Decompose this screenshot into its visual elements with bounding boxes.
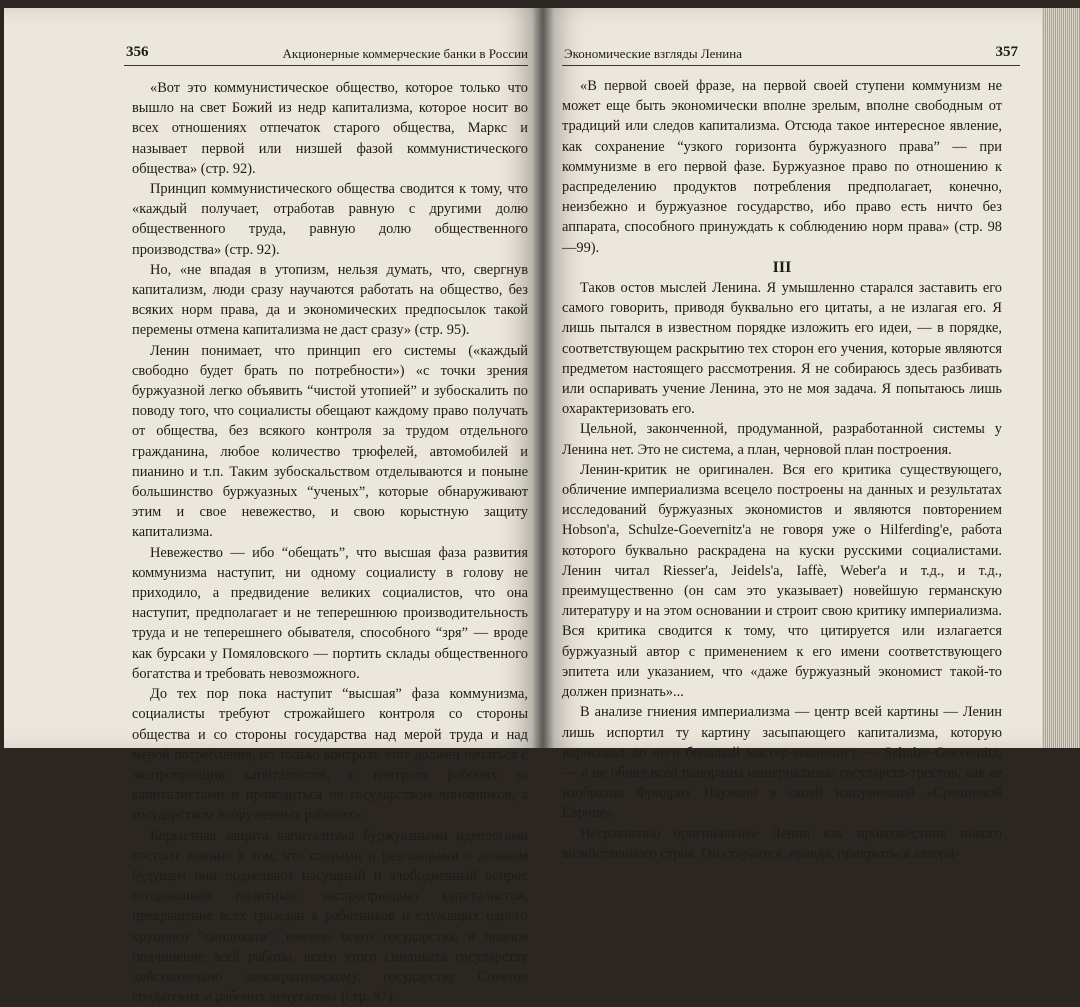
book-gutter (532, 8, 554, 748)
page-number: 357 (995, 44, 1018, 60)
section-heading: III (772, 258, 792, 276)
right-page (542, 8, 1042, 862)
quote-paragraph: «В первой своей фразе, на первой своей ступени коммунизм не может еще быть экономически вполне зрелым, вполне свободным от традиций или следов капитализма. Отсюда такое интересное явление, как сохранение “узкого горизонта буржуазного права” — при коммунизме в его первой фазе. Буржуазное право по отношению к распределению продуктов потребления предполагает, конечно, неизбежно и буржуазное государство, ибо право есть ничто без аппарата, способного принуждать к соблюдению норм права» (стр. 98—99). (562, 78, 1002, 256)
header-rule (124, 65, 528, 66)
paragraph: «Вот это коммунистическое общество, которое только что вышло на свет Божий из недр капитализма, которое носит во всех отношениях отпечаток старого общества, Маркс и называет первой или низшей фазой коммунистического общества» (стр. 92). (132, 80, 528, 177)
body-text (132, 78, 528, 1007)
paragraph: Несравненно оригинальнее Ленин как провозвестник нового хозяйственного строя. Он старается, правда, прикрыться автори- (562, 825, 1002, 862)
paragraph: Корыстная защита капитализма буржуазными идеологами состоит именно в том, что спорами и разговорами о далеком будущем они подменяют насущный и злободневный вопрос сегодняшней политики: экспроприацию капиталистов, превращение всех граждан в работников и служащих одного крупного “синдиката”, именно всего государства, и полное подчинение всей работы, всего этого синдиката государству действительно демократическому, государству Советов солдатских и рабочих депутатов» (стр. 97). (132, 827, 528, 1006)
body-text (562, 76, 1002, 864)
paragraph: Таков остов мыслей Ленина. Я умышленно старался заставить его самого говорить, приводя буквально его цитаты, а не излагая его. Я лишь пытался в известном порядке изложить его идеи, — в порядке, соответствующем раскрытию тех сторон его учения, которые являются предметом настоящего рассмотрения. Я не собираюсь здесь разбивать или оспаривать учение Ленина, это не моя задача. Я попытаюсь лишь охарактеризовать его. (562, 280, 1002, 418)
paragraph: До тех пор пока наступит “высшая” фаза коммунизма, социалисты требуют строжайшего контроля со стороны общества и со стороны государства над мерой труда и над мерой потребления, но только контроль этот должен начаться с экспроприации капиталистов, с контроля рабочих за капиталистами и проводиться не государством чиновников, а государством вооруженных рабочих». (132, 686, 528, 824)
page-edges (1042, 8, 1080, 748)
running-title: Экономические взгляды Ленина (564, 46, 742, 61)
paragraph: Цельной, законченной, продуманной, разработанной системы у Ленина нет. Это не система, а план, черновой план построения. (562, 421, 1002, 458)
paragraph: Но, «не впадая в утопизм, нельзя думать, что, свергнув капитализм, люди сразу научаются работать на общество, без всяких норм права, да и экономических предпосылок такой перемены отмена капитализма не даст сразу» (стр. 95). (132, 261, 528, 339)
paragraph: Ленин-критик не оригинален. Вся его критика существующего, обличение империализма всецело построены на данных и результатах исследований буржуазных экономистов и являются повторением Hobson'а, Schulze-Goevernitz'а не говоря уже о Hilferding'е, работа которого буквально раскрадена на куски русскими социалистами. Ленин читал Riesser'а, Jeidels'а, Iaffè, Weber'а и т.д., и т.д., преимущественно (он сам это указывает) новейшую германскую литературу и на этом основании и строит свою критику империализма. Вся критика сводится к тому, что цитируется или излагается буржуазный автор с применением к его имени соответствующего эпитета или указанием, что «даже буржуазный экономист такой-то должен признать»... (562, 461, 1002, 701)
paragraph: Принцип коммунистического общества сводится к тому, что «каждый получает, отработав равную с другими долю общественного труда, равную долю общественного производства» (стр. 92). (132, 181, 528, 258)
paragraph: Невежество — ибо “обещать”, что высшая фаза развития коммунизма наступит, ни одному социалисту в голову не приходило, а предвидение великих социалистов, что она наступит, предполагает и не теперешнюю производительность труда и не теперешнего обывателя, способного “зря” — вроде как бурсаки у Помяловского — портить склады общественного богатства и требовать невозможного. (132, 544, 528, 682)
page-number: 356 (126, 44, 149, 60)
header-rule (562, 65, 1020, 66)
paragraph: Ленин понимает, что принцип его системы («каждый свободно будет брать по потребности») «с точки зрения буржуазной легко объявить “чистой утопией” и зубоскалить по поводу того, что социалисты обещают каждому право получать от общества, без всякого контроля за трудом отдельного гражданина, любое количество трюфелей, автомобилей и пианино и т.п. Таким зубоскальством отделываются и поныне большинство буржуазных “ученых”, которые обнаруживают этим и свое невежество, и свою корыстную защиту капитализма. (132, 342, 528, 541)
paragraph: В анализе гниения империализма — центр всей картины — Ленин лишь испортил ту картину засыпающего капитализма, которую нарисовал до него большой мастер-экономист — Schulze-Goevernitz, — и не обнял всей панорамы империализма государств-трестов, как ее изобразил Фридрих Науманн в своей нашумевшей «Срединной Европе». (562, 704, 1002, 822)
left-page (4, 8, 542, 1006)
running-title: Акционерные коммерческие банки в России (282, 46, 528, 61)
